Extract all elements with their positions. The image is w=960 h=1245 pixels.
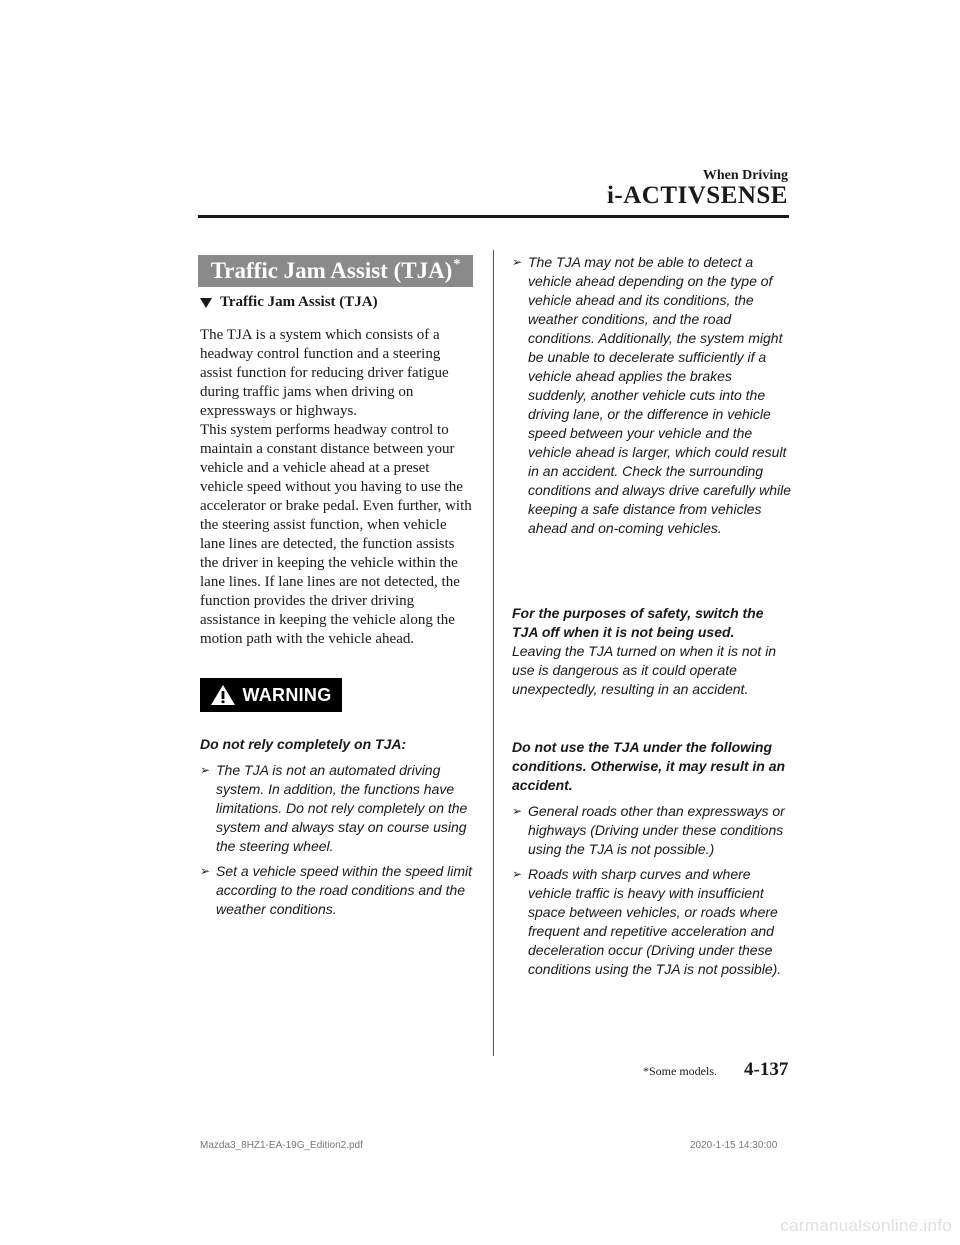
warning-lead: Do not rely completely on TJA: xyxy=(200,736,407,752)
safety-text: Leaving the TJA turned on when it is not in use is dangerous as it could operate unexpectedly, resulting in an accident. xyxy=(512,643,777,697)
arrow-right-icon: ➢ xyxy=(200,864,211,878)
arrow-right-icon: ➢ xyxy=(512,867,523,881)
footnote: *Some models. xyxy=(643,1064,717,1078)
some-models-marker: * xyxy=(453,257,461,272)
warning-bullets-right-2 xyxy=(512,802,792,985)
warning-badge xyxy=(200,678,342,712)
watermark: carmanualsonline.info xyxy=(780,1216,952,1235)
triangle-down-icon xyxy=(200,298,212,308)
subheading xyxy=(200,294,378,311)
list-item: ➢ The TJA is not an automated driving system. In addition, the functions have limitations. Do not rely completely on the system and always stay on course using the steering wheel. xyxy=(200,762,468,854)
page-title xyxy=(198,255,473,287)
list-item: ➢ The TJA may not be able to detect a vehicle ahead depending on the type of vehicle ahead and its conditions, the weather conditions, and the road conditions. Additionally, the system might be unable to decelerate sufficiently if a vehicle ahead applies the brakes suddenly, another vehicle cuts into the driving lane, or the difference in vehicle speed between your vehicle and the vehicle ahead is larger, which could result in an accident. Check the surrounding conditions and always drive carefully while keeping a safe distance from vehicles ahead and on-coming vehicles. xyxy=(512,254,792,536)
column-divider xyxy=(493,250,494,1056)
intro-text xyxy=(200,326,475,649)
warning-bullets-right-1 xyxy=(512,253,792,544)
arrow-right-icon: ➢ xyxy=(512,255,523,269)
page-number: 4-137 xyxy=(744,1059,789,1080)
warning-bullets-left xyxy=(200,761,477,925)
safety-paragraph xyxy=(512,604,790,699)
safety-lead: For the purposes of safety, switch the TJA off when it is not being used. xyxy=(512,605,764,640)
list-item: ➢ Set a vehicle speed within the speed limit according to the road conditions and the weather conditions. xyxy=(200,863,473,917)
list-item: ➢ General roads other than expressways or highways (Driving under these conditions using the TJA is not possible.) xyxy=(512,803,785,857)
chapter-title: i-ACTIVSENSE xyxy=(606,182,788,209)
document-id: Mazda3_8HZ1-EA-19G_Edition2.pdf xyxy=(200,1140,363,1151)
list-item: ➢ Roads with sharp curves and where vehicle traffic is heavy with insufficient space between vehicles, or roads where frequent and repetitive acceleration and deceleration occur (Driving under these conditions using the TJA is not possible). xyxy=(512,866,782,977)
header-rule xyxy=(198,215,789,218)
intro-paragraph: The TJA is a system which consists of a headway control function and a steering assist function for reducing driver fatigue during traffic jams when driving on expressways or highways. xyxy=(200,327,449,419)
arrow-right-icon: ➢ xyxy=(200,763,211,777)
subheading-text: Traffic Jam Assist (TJA) xyxy=(220,294,378,310)
arrow-right-icon: ➢ xyxy=(512,804,523,818)
conditions-lead: Do not use the TJA under the following conditions. Otherwise, it may result in an accident. xyxy=(512,739,786,793)
page-title-text: Traffic Jam Assist (TJA) xyxy=(210,258,453,283)
intro-paragraph: This system performs headway control to maintain a constant distance between your vehicle and a vehicle ahead at a preset vehicle speed without you having to use the accelerator or brake pedal. Even further, with the steering assist function, when vehicle lane lines are detected, the function assists the driver in keeping the vehicle within the lane lines. If lane lines are not detected, the function provides the driver driving assistance in keeping the vehicle along the motion path with the vehicle ahead. xyxy=(200,422,472,647)
document-date: 2020-1-15 14:30:00 xyxy=(690,1140,778,1151)
section-label: When Driving xyxy=(702,168,788,183)
warning-triangle-icon xyxy=(210,684,236,706)
warning-label: WARNING xyxy=(242,684,332,705)
